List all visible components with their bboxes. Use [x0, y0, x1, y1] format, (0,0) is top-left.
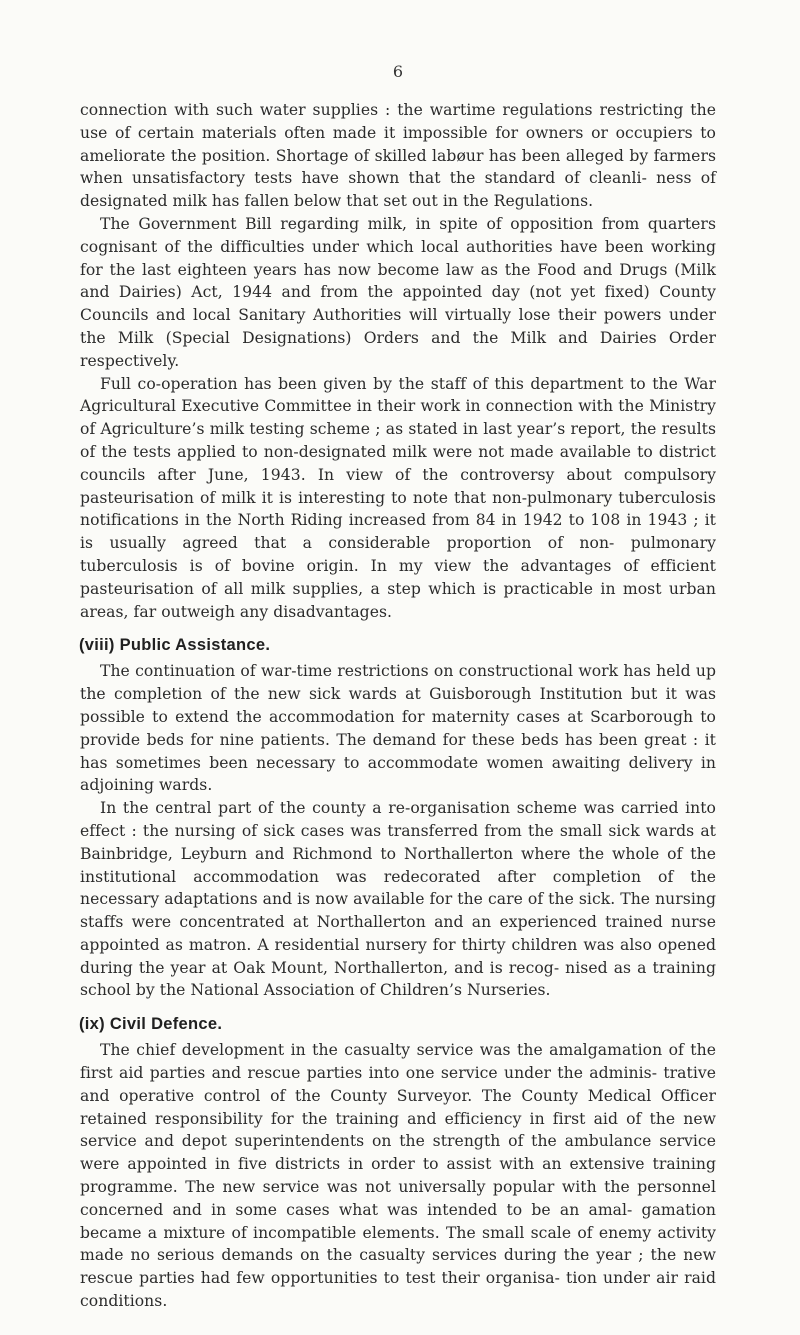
paragraph-co-operation: Full co-operation has been given by the staff of this department to the War Agricultural Executive Committee in their work in connection with the Ministry of Agriculture’s milk testing scheme ; as stated in last year’s report, the results of the tests applied to non-designated milk were not made available to district councils after June, 1943. In view of the controversy about compulsory pasteurisation of milk it is interesting to note that non-pulmonary tuberculosis notifications in the North Riding increased from 84 in 1942 to 108 in 1943 ; it is usually agreed that a considerable proportion of non- pulmonary tuberculosis is of bovine origin. In my view the advantages of efficient pasteurisation of all milk supplies, a step which is practicable in most urban areas, far outweigh any disadvantages. [80, 374, 716, 621]
body-text [80, 99, 716, 1313]
heading-public-assistance: (viii) Public Assistance. [79, 636, 271, 655]
page-number: 6 [392, 62, 404, 81]
paragraph-milk-supplies: connection with such water supplies : the wartime regulations restricting the use of certain materials often made it impossible for owners or occupiers to ameliorate the position. Shortage of skilled labøur has been alleged by farmers when unsatisfactory tests have shown that the standard of cleanli- ness of designated milk has fallen below that set out in the Regulations. [80, 101, 716, 211]
paragraph-casualty-service: The chief development in the casualty service was the amalgamation of the first aid parties and rescue parties into one service under the adminis- trative and operative control of the County Surveyor. The County Medical Officer retained responsibility for the training and efficiency in first aid of the new service and depot superintendents on the strength of the ambulance service were appointed in five districts in order to assist with an extensive training programme. The new service was not universally popular with the personnel concerned and in some cases what was intended to be an amal- gamation became a mixture of incompatible elements. The small scale of enemy activity made no serious demands on the casualty services during the year ; the new rescue parties had few opportunities to test their organisa- tion under air raid conditions. [80, 1041, 716, 1311]
paragraph-reorganisation-scheme: In the central part of the county a re-organisation scheme was carried into effect : the nursing of sick cases was transferred from the small sick wards at Bainbridge, Leyburn and Richmond to Northallerton where the whole of the institutional accommodation was redecorated after completion of the necessary adaptations and is now available for the care of the sick. The nursing staffs were concentrated at Northallerton and an experienced trained nurse appointed as matron. A residential nursery for thirty children was also opened during the year at Oak Mount, Northallerton, and is recog- nised as a training school by the National Association of Children’s Nurseries. [80, 799, 716, 1000]
paragraph-government-bill: The Government Bill regarding milk, in spite of opposition from quarters cognisant of the difficulties under which local authorities have been working for the last eighteen years has now become law as the Food and Drugs (Milk and Dairies) Act, 1944 and from the appointed day (not yet fixed) County Councils and local Sanitary Authorities will virtually lose their powers under the Milk (Special Designations) Orders and the Milk and Dairies Order respectively. [80, 214, 716, 370]
heading-civil-defence: (ix) Civil Defence. [79, 1015, 223, 1034]
paragraph-war-time-restrictions: The continuation of war-time restrictions on constructional work has held up the completion of the new sick wards at Guisborough Institution but it was possible to extend the accommodation for maternity cases at Scarborough to provide beds for nine patients. The demand for these beds has been great : it has sometimes been necessary to accommodate women awaiting delivery in adjoining wards. [80, 662, 716, 795]
